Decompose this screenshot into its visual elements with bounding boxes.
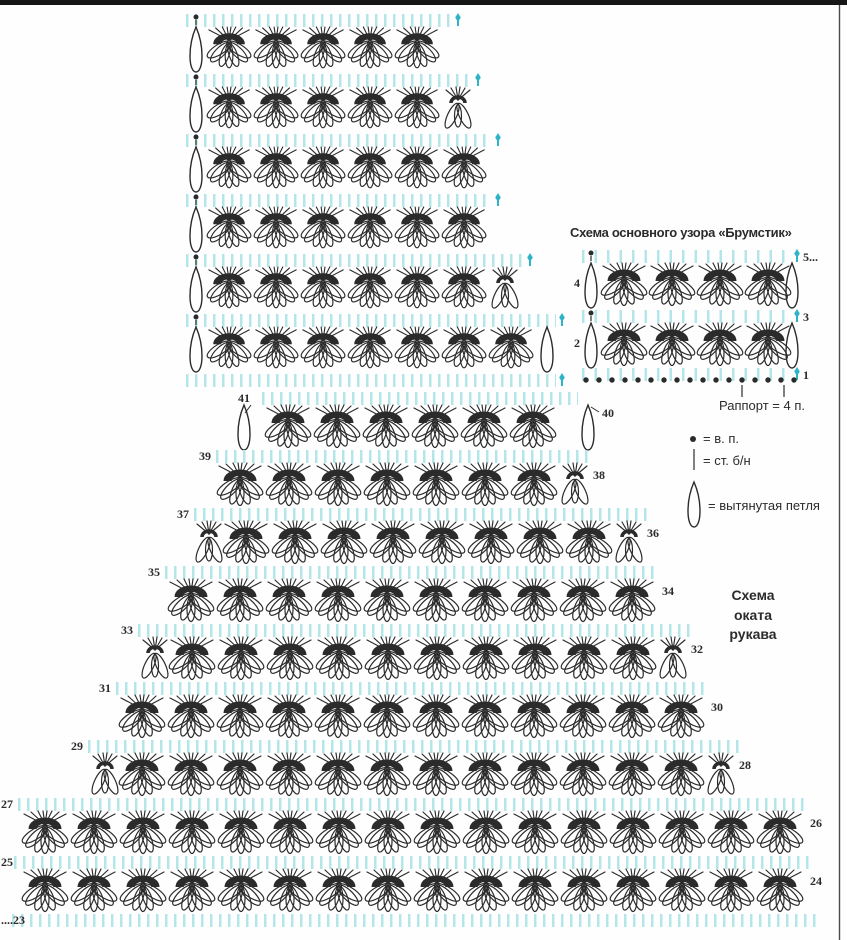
broomstick-cluster — [118, 811, 168, 854]
broomstick-cluster — [313, 753, 363, 796]
broomstick-cluster — [412, 811, 462, 854]
broomstick-cluster — [264, 753, 314, 796]
row-number: 31 — [99, 681, 111, 695]
broomstick-cluster — [314, 637, 364, 680]
loop-start-dot — [589, 251, 594, 262]
broomstick-cluster — [393, 207, 441, 248]
broomstick-cluster — [299, 147, 347, 188]
broomstick-cluster — [166, 579, 216, 622]
broomstick-cluster — [215, 695, 265, 738]
broomstick-cluster — [69, 869, 119, 912]
broomstick-cluster — [461, 869, 511, 912]
chain-stitch-dot — [778, 377, 783, 382]
broomstick-cluster — [412, 869, 462, 912]
row-number: 2 — [574, 336, 580, 350]
broomstick-cluster — [509, 753, 559, 796]
drawn-loop-icon — [541, 327, 553, 372]
chain-stitch-dot — [622, 377, 627, 382]
row-number: 4 — [574, 276, 580, 290]
broomstick-cluster — [695, 323, 745, 366]
drawn-loop-icon — [688, 482, 700, 527]
broomstick-cluster-narrow — [89, 753, 120, 796]
broomstick-cluster — [599, 263, 649, 306]
broomstick-cluster — [558, 579, 608, 622]
legend-sc-label: = ст. б/н — [703, 453, 751, 468]
broomstick-cluster — [509, 579, 559, 622]
row-number: 3 — [803, 310, 809, 324]
broomstick-cluster — [346, 27, 394, 68]
chain-stitch-dot — [726, 377, 731, 382]
broomstick-cluster — [346, 327, 394, 368]
broomstick-cluster — [607, 753, 657, 796]
legend — [688, 431, 820, 527]
broomstick-cluster — [393, 327, 441, 368]
broomstick-cluster — [461, 811, 511, 854]
broomstick-cluster — [440, 147, 488, 188]
broomstick-cluster — [118, 869, 168, 912]
broomstick-cluster — [460, 463, 510, 506]
drawn-loop-icon — [582, 405, 594, 450]
broomstick-cluster — [216, 637, 266, 680]
broomstick-cluster — [743, 323, 793, 366]
broomstick-cluster — [346, 87, 394, 128]
broomstick-cluster — [440, 267, 488, 308]
broomstick-cluster — [215, 579, 265, 622]
row-direction-arrow — [527, 253, 533, 266]
broomstick-cluster — [167, 811, 217, 854]
broomstick-cluster — [299, 87, 347, 128]
sleeve-cap-title-line1: Схема — [731, 587, 775, 603]
row-number: 38 — [593, 468, 605, 482]
broomstick-cluster — [412, 637, 462, 680]
drawn-loop-icon — [190, 87, 202, 132]
legend-chain-label: = в. п. — [703, 431, 739, 446]
broomstick-cluster — [205, 207, 253, 248]
broomstick-cluster — [314, 869, 364, 912]
broomstick-cluster — [313, 463, 363, 506]
broomstick-cluster — [510, 811, 560, 854]
row-number: 33 — [121, 623, 133, 637]
chain-stitch-dot — [752, 377, 757, 382]
broomstick-cluster — [558, 753, 608, 796]
row-number: 30 — [711, 700, 723, 714]
broomstick-cluster — [265, 811, 315, 854]
broomstick-cluster — [167, 637, 217, 680]
broomstick-cluster — [559, 869, 609, 912]
broomstick-cluster — [270, 521, 320, 564]
broomstick-cluster — [509, 695, 559, 738]
broomstick-cluster — [755, 811, 805, 854]
broomstick-cluster — [695, 263, 745, 306]
broomstick-cluster — [411, 463, 461, 506]
broomstick-cluster — [252, 327, 300, 368]
broomstick-cluster — [647, 323, 697, 366]
broomstick-cluster — [755, 869, 805, 912]
broomstick-cluster — [657, 869, 707, 912]
main-pattern-chart — [574, 249, 818, 397]
broomstick-cluster — [313, 579, 363, 622]
broomstick-cluster — [706, 811, 756, 854]
row-number: 29 — [71, 739, 83, 753]
chain-dot-icon — [690, 436, 696, 442]
row-direction-arrow — [794, 309, 800, 322]
broomstick-cluster-narrow — [657, 637, 688, 680]
row-direction-arrow — [455, 13, 461, 26]
broomstick-cluster — [657, 811, 707, 854]
broomstick-cluster — [69, 811, 119, 854]
broomstick-cluster — [363, 811, 413, 854]
drawn-loop-icon — [190, 147, 202, 192]
broomstick-cluster — [319, 521, 369, 564]
broomstick-cluster-narrow — [705, 753, 736, 796]
broomstick-cluster — [393, 267, 441, 308]
row-number: 34 — [662, 584, 674, 598]
broomstick-cluster — [313, 695, 363, 738]
broomstick-cluster — [559, 637, 609, 680]
broomstick-cluster — [312, 405, 362, 448]
chain-stitch-dot — [687, 377, 692, 382]
drawn-loop-icon — [786, 323, 798, 368]
broomstick-cluster — [368, 521, 418, 564]
broomstick-cluster-narrow — [193, 521, 224, 564]
chain-stitch-dot — [713, 377, 718, 382]
broomstick-cluster — [252, 147, 300, 188]
drawn-loop-icon — [190, 27, 202, 72]
broomstick-cluster — [265, 869, 315, 912]
broomstick-cluster — [509, 463, 559, 506]
row-direction-arrow — [495, 133, 501, 146]
broomstick-cluster — [460, 695, 510, 738]
broomstick-cluster — [205, 267, 253, 308]
drawn-loop-icon — [786, 263, 798, 308]
drawn-loop-icon — [190, 267, 202, 312]
broomstick-cluster — [393, 87, 441, 128]
broomstick-cluster — [205, 147, 253, 188]
row-number: 35 — [148, 565, 160, 579]
row-number: 25 — [1, 855, 13, 869]
chain-stitch-dot — [765, 377, 770, 382]
broomstick-cluster — [264, 463, 314, 506]
row-number: 40 — [602, 406, 614, 420]
broomstick-cluster — [363, 637, 413, 680]
legend-loop-label: = вытянутая петля — [708, 498, 820, 513]
broomstick-cluster — [205, 27, 253, 68]
broomstick-cluster — [346, 267, 394, 308]
broomstick-cluster — [362, 753, 412, 796]
broomstick-cluster — [362, 579, 412, 622]
broomstick-cluster — [167, 869, 217, 912]
broomstick-cluster — [252, 87, 300, 128]
broomstick-cluster — [558, 695, 608, 738]
broomstick-cluster — [607, 579, 657, 622]
broomstick-cluster — [205, 87, 253, 128]
broomstick-cluster — [599, 323, 649, 366]
broomstick-cluster — [393, 147, 441, 188]
broomstick-cluster — [411, 753, 461, 796]
broomstick-cluster — [264, 695, 314, 738]
chain-stitch-dot — [648, 377, 653, 382]
row-number: 28 — [739, 758, 751, 772]
row-number: 41 — [238, 391, 250, 405]
broomstick-cluster — [346, 147, 394, 188]
broomstick-cluster — [216, 811, 266, 854]
chain-stitch-dot — [661, 377, 666, 382]
row-number: 37 — [177, 507, 189, 521]
broomstick-cluster — [459, 405, 509, 448]
broomstick-cluster — [466, 521, 516, 564]
drawn-loop-icon — [585, 263, 597, 308]
broomstick-cluster — [656, 695, 706, 738]
sleeve-cap-title-line2: оката — [734, 607, 772, 623]
broomstick-cluster — [608, 869, 658, 912]
broomstick-cluster — [252, 207, 300, 248]
row-number: 26 — [810, 816, 822, 830]
broomstick-cluster — [265, 637, 315, 680]
row-number: 27 — [1, 797, 13, 811]
broomstick-cluster — [299, 27, 347, 68]
row-direction-arrow — [794, 249, 800, 262]
drawn-loop-icon — [585, 323, 597, 368]
broomstick-cluster — [314, 811, 364, 854]
row-direction-arrow — [559, 373, 565, 386]
chain-stitch-dot — [674, 377, 679, 382]
broomstick-cluster — [656, 753, 706, 796]
broomstick-cluster — [417, 521, 467, 564]
broomstick-cluster — [166, 753, 216, 796]
broomstick-cluster — [299, 207, 347, 248]
sleeve-cap-chart — [1, 391, 822, 927]
broomstick-cluster — [205, 327, 253, 368]
broomstick-cluster-narrow — [139, 637, 170, 680]
broomstick-cluster — [608, 811, 658, 854]
broomstick-cluster — [362, 695, 412, 738]
broomstick-cluster — [559, 811, 609, 854]
chain-stitch-dot — [635, 377, 640, 382]
upper-sleeve-chart — [186, 13, 565, 386]
broomstick-cluster-narrow — [613, 521, 644, 564]
broomstick-cluster — [393, 27, 441, 68]
row-number: 5... — [803, 250, 818, 264]
chain-stitch-dot — [739, 377, 744, 382]
broomstick-cluster — [117, 695, 167, 738]
row-number: 32 — [691, 642, 703, 656]
broomstick-cluster-narrow — [442, 87, 473, 130]
row-number: 1 — [803, 368, 809, 382]
broomstick-cluster — [20, 811, 70, 854]
broomstick-cluster — [221, 521, 271, 564]
broomstick-cluster — [411, 695, 461, 738]
broomstick-cluster — [363, 869, 413, 912]
row-direction-arrow — [495, 193, 501, 206]
row-direction-arrow — [475, 73, 481, 86]
broomstick-cluster — [252, 267, 300, 308]
broomstick-cluster — [411, 579, 461, 622]
loop-start-dot — [589, 311, 594, 322]
label-leader-line — [591, 407, 599, 412]
broomstick-cluster — [510, 869, 560, 912]
broomstick-cluster — [361, 405, 411, 448]
broomstick-cluster — [607, 695, 657, 738]
broomstick-cluster — [299, 267, 347, 308]
broomstick-cluster — [252, 27, 300, 68]
broomstick-cluster — [460, 579, 510, 622]
broomstick-cluster — [166, 695, 216, 738]
sleeve-cap-title-line3: рукава — [729, 626, 777, 642]
broomstick-cluster — [461, 637, 511, 680]
broomstick-cluster — [216, 869, 266, 912]
drawn-loop-icon — [238, 405, 250, 450]
broomstick-cluster — [487, 327, 535, 368]
row-number: 39 — [199, 449, 211, 463]
broomstick-cluster — [20, 869, 70, 912]
broomstick-cluster — [743, 263, 793, 306]
broomstick-cluster — [346, 207, 394, 248]
chain-stitch-dot — [609, 377, 614, 382]
broomstick-cluster-narrow — [489, 267, 520, 310]
broomstick-cluster-narrow — [559, 463, 590, 506]
chain-stitch-dot — [700, 377, 705, 382]
scan-border-top — [0, 0, 847, 5]
drawn-loop-icon — [190, 327, 202, 372]
broomstick-cluster — [608, 637, 658, 680]
broomstick-cluster — [515, 521, 565, 564]
broomstick-cluster — [508, 405, 558, 448]
broomstick-cluster — [215, 753, 265, 796]
broomstick-cluster — [440, 327, 488, 368]
row-number: 36 — [647, 526, 659, 540]
broomstick-cluster — [264, 579, 314, 622]
row-direction-arrow — [559, 313, 565, 326]
broomstick-cluster — [215, 463, 265, 506]
main-pattern-title: Схема основного узора «Брумстик» — [570, 225, 792, 240]
rapport-label: Раппорт = 4 п. — [719, 398, 805, 413]
broomstick-cluster — [706, 869, 756, 912]
broomstick-cluster — [647, 263, 697, 306]
chain-stitch-dot — [596, 377, 601, 382]
broomstick-cluster — [460, 753, 510, 796]
broomstick-cluster — [440, 207, 488, 248]
broomstick-cluster — [263, 405, 313, 448]
chain-stitch-dot — [583, 377, 588, 382]
sleeve-cap-title — [729, 587, 776, 642]
broomstick-cluster — [510, 637, 560, 680]
drawn-loop-icon — [190, 207, 202, 252]
broomstick-cluster — [117, 753, 167, 796]
chain-stitch-dot — [791, 377, 796, 382]
row-number: 24 — [810, 874, 822, 888]
row-number: ....23 — [1, 913, 25, 927]
broomstick-cluster — [362, 463, 412, 506]
broomstick-cluster — [410, 405, 460, 448]
broomstick-cluster — [299, 327, 347, 368]
broomstick-cluster — [564, 521, 614, 564]
